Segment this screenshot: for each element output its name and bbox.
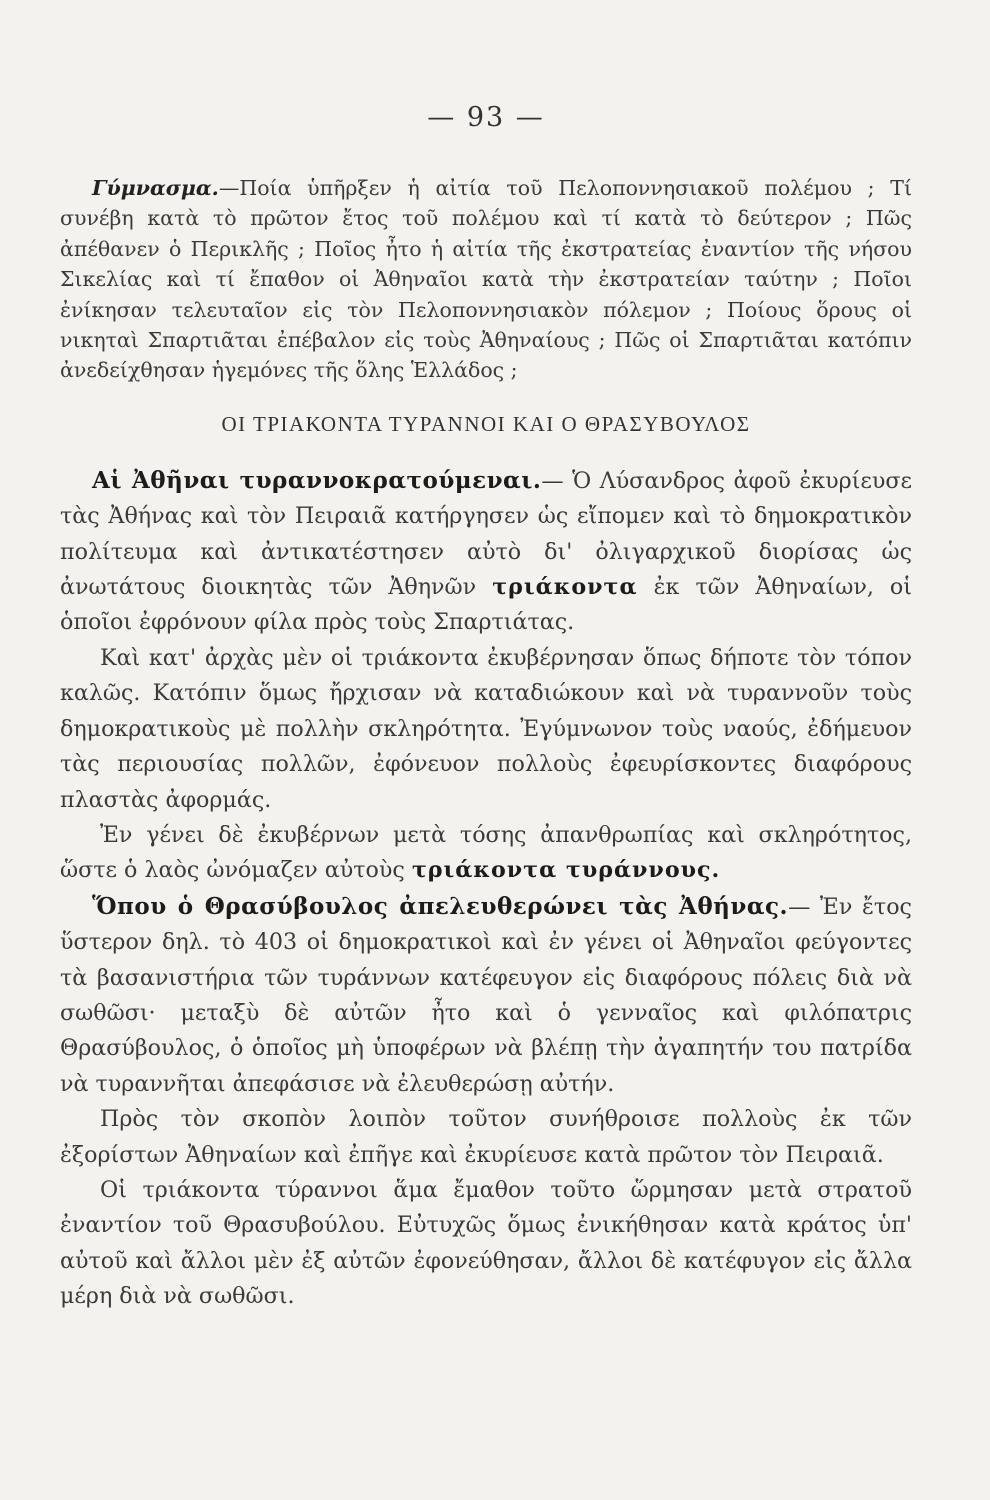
review-exercise (60, 173, 912, 386)
section1-p3-bold-term: τριάκοντα τυράννους. (411, 857, 721, 884)
section1-paragraph-1 (60, 463, 912, 641)
section2-heading: Ὅπου ὁ Θρασύβουλος ἀπελευθερώνει τὰς Ἀθήνας. (92, 892, 789, 920)
section2-paragraph-2: Πρὸς τὸν σκοπὸν λοιπὸν τοῦτον συνήθροισε πολλοὺς ἐκ τῶν ἐξορίστων Ἀθηναίων καὶ ἐπῆγε καὶ ἐκυρίευσε κατὰ πρῶτον τὸν Πειραιᾶ. (60, 1106, 912, 1168)
section1-heading: Αἱ Ἀθῆναι τυραννοκρατούμεναι. (92, 466, 542, 494)
section2-paragraph-1 (60, 889, 912, 1102)
section1-p1-bold-term: τριάκοντα (492, 574, 638, 601)
exercise-questions: —Ποία ὑπῆρξεν ἡ αἰτία τοῦ Πελοποννησιακοῦ πολέμου ; Τί συνέβη κατὰ τὸ πρῶτον ἔτος τοῦ πολέμου καὶ τί κατὰ τὸ δεύτερον ; Πῶς ἀπέθανεν ὁ Περικλῆς ; Ποῖος ἦτο ἡ αἰτία τῆς ἐκστρατείας ἐναντίον τῆς νήσου Σικελίας καὶ τί ἔπαθον οἱ Ἀθηναῖοι κατὰ τὴν ἐκστρατείαν ταύτην ; Ποῖοι ἐνίκησαν τελευταῖον εἰς τὸν Πελοποννησιακὸν πόλεμον ; Ποίους ὅρους οἱ νικηταὶ Σπαρτιᾶται ἐπέβαλον εἰς τοὺς Ἀθηναίους ; Πῶς οἱ Σπαρτιᾶται κατόπιν ἀνεδείχθησαν ἡγεμόνες τῆς ὅλης Ἑλλάδος ; (60, 176, 912, 383)
chapter-title: ΟΙ ΤΡΙΑΚΟΝΤΑ ΤΥΡΑΝΝΟΙ ΚΑΙ Ο ΘΡΑΣΥΒΟΥΛΟΣ (221, 411, 751, 436)
section2-paragraph-3: Οἱ τριάκοντα τύραννοι ἅμα ἔμαθον τοῦτο ὥρμησαν μετὰ στρατοῦ ἐναντίον τοῦ Θρασυβούλου. Εὐτυχῶς ὅμως ἐνικήθησαν κατὰ κράτος ὑπ' αὐτοῦ καὶ ἄλλοι μὲν ἐξ αὐτῶν ἐφονεύθησαν, ἄλλοι δὲ κατέφυγον εἰς ἄλλα μέρη διὰ νὰ σωθῶσι. (60, 1176, 912, 1310)
page-number: — 93 — (427, 102, 545, 133)
section2-p1-text: — Ἐν ἔτος ὕστερον δηλ. τὸ 403 οἱ δημοκρατικοὶ καὶ ἐν γένει οἱ Ἀθηναῖοι φεύγοντες τὰ βασανιστήρια τῶν τυράννων κατέφευγον εἰς διαφόρους πόλεις διὰ νὰ σωθῶσι· μεταξὺ δὲ αὐτῶν ἦτο καὶ ὁ γενναῖος καὶ φιλόπατρις Θρασύβουλος, ὁ ὁποῖος μὴ ὑποφέρων νὰ βλέπῃ τὴν ἀγαπητήν του πατρίδα νὰ τυραννῆται ἀπεφάσισε νὰ ἐλευθερώσῃ αὐτήν. (60, 893, 912, 1097)
section1-paragraph-3 (60, 818, 912, 889)
section1-p3-text: Ἐν γένει δὲ ἐκυβέρνων μετὰ τόσης ἀπανθρωπίας καὶ σκληρότητος, ὥστε ὁ λαὸς ὠνόμαζεν αὐτοὺς (60, 821, 912, 884)
section1-p1-text-a: — Ὁ Λύσανδρος ἀφοῦ ἐκυρίευσε τὰς Ἀθήνας καὶ τὸν Πειραιᾶ κατήργησεν ὡς εἴπομεν καὶ τὸ δημοκρατικὸν πολίτευμα καὶ ἀντικατέστησεν αὐτὸ δι' ὀλιγαρχικοῦ διορίσας ὡς ἀνωτάτους διοικητὰς τῶν Ἀθηνῶν (60, 467, 912, 601)
section1-p1-text-b: ἐκ τῶν Ἀθηναίων, οἱ ὁποῖοι ἐφρόνουν φίλα πρὸς τοὺς Σπαρτιάτας. (60, 574, 912, 636)
exercise-label: Γύμνασμα. (92, 176, 219, 200)
section1-paragraph-2: Καὶ κατ' ἀρχὰς μὲν οἱ τριάκοντα ἐκυβέρνησαν ὅπως δήποτε τὸν τόπον καλῶς. Κατόπιν ὅμως ἤρχισαν νὰ καταδιώκουν καὶ νὰ τυραννοῦν τοὺς δημοκρατικοὺς μὲ πολλὴν σκληρότητα. Ἐγύμνωνον τοὺς ναούς, ἐδήμευον τὰς περιουσίας πολλῶν, ἐφόνευον πολλοὺς ἐφευρίσκοντες διαφόρους πλαστὰς ἀφορμάς. (60, 644, 912, 813)
